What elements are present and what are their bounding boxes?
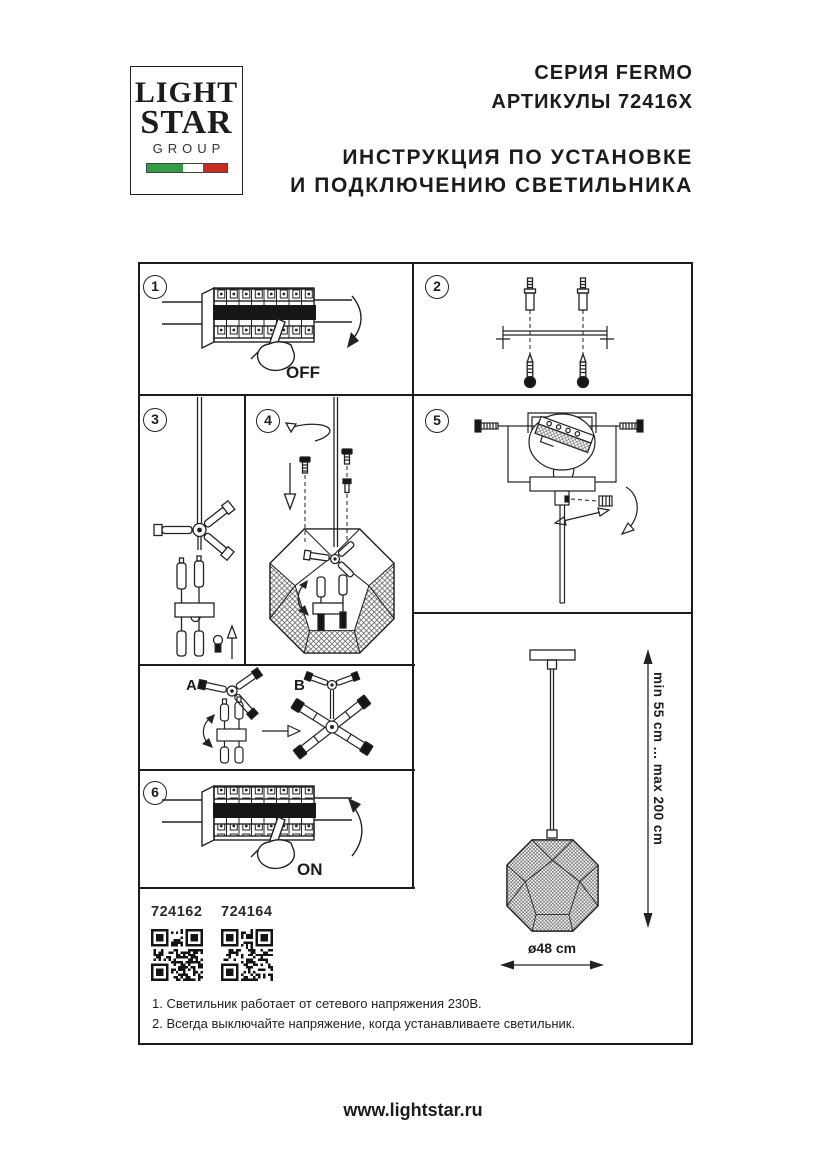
flag-green [147, 164, 183, 172]
screw-right [578, 354, 589, 388]
article-number-1: 724162 [151, 904, 203, 920]
step1-power-off-diagram [140, 264, 411, 393]
instruction-line-2: И ПОДКЛЮЧЕНИЮ СВЕТИЛЬНИКА [290, 174, 693, 197]
faceted-shade [507, 840, 598, 931]
inner-sockets [313, 575, 347, 630]
bulb-icon [214, 636, 223, 653]
diameter-label: ø48 cm [527, 940, 577, 956]
anchor-left [525, 278, 536, 310]
next-arrow-icon [262, 726, 300, 737]
logo-star-text: STAR [140, 103, 233, 141]
arrow-up-icon [348, 798, 362, 856]
anchor-right [578, 278, 589, 310]
breaker-levers-on [213, 803, 316, 818]
rotate-arrow-small-icon [298, 580, 309, 616]
step-2-badge: 2 [425, 275, 449, 299]
set-screw-icon [599, 496, 612, 506]
off-label: OFF [286, 363, 320, 382]
divider-row1 [138, 394, 693, 396]
screw-right [616, 420, 643, 432]
step6-power-on-diagram [140, 772, 411, 886]
breaker-levers-off [213, 305, 316, 320]
divider-panel3-4 [244, 395, 246, 665]
note-line-2: 2. Всегда выключайте напряжение, когда устанавливаете светильник. [152, 1016, 576, 1031]
step-6-badge: 6 [143, 781, 167, 805]
arrow-down-icon [285, 463, 296, 509]
faceted-shade [270, 529, 394, 653]
qr-code-724164 [221, 929, 273, 981]
divider-panel5-bottom [413, 612, 693, 614]
screw-left [300, 457, 310, 473]
diameter-dimension-line [500, 961, 604, 970]
logo-light-text: LIGHT [134, 76, 239, 109]
variant-ab-diagram [140, 667, 411, 768]
cord-set [175, 556, 214, 656]
flag-red [203, 164, 227, 172]
canopy [530, 477, 595, 491]
step-5-badge: 5 [425, 409, 449, 433]
step4-shade-assembly-diagram [247, 397, 411, 663]
flag-white [183, 164, 203, 172]
arrow-up-icon [228, 626, 237, 659]
divider-center-vertical [412, 262, 414, 888]
divider-ab-top [138, 664, 415, 666]
rotate-arrow-icon [286, 423, 330, 441]
series-title: СЕРИЯ FERMO [534, 62, 693, 84]
spider-a [198, 668, 263, 719]
lightstar-logo [130, 66, 243, 195]
assembled-sockets-b [291, 695, 373, 759]
italy-flag-icon [146, 163, 228, 173]
screw-left [525, 354, 536, 388]
qr-code-724162 [151, 929, 203, 981]
ceiling-plate [530, 650, 575, 660]
step-4-badge: 4 [256, 409, 280, 433]
instruction-line-1: ИНСТРУКЦИЯ ПО УСТАНОВКЕ [342, 146, 693, 169]
step-3-badge: 3 [143, 408, 167, 432]
divider-panel6-bottom [138, 887, 415, 889]
articles-title: АРТИКУЛЫ 72416X [491, 91, 693, 113]
article-number-2: 724164 [221, 904, 273, 920]
step2-mounting-hardware-diagram [416, 264, 691, 393]
website-link[interactable]: www.lightstar.ru [343, 1100, 483, 1120]
step5-canopy-mounting-diagram [416, 397, 691, 611]
slide-arrow-icon [555, 508, 609, 525]
rotate-arrow-icon [622, 487, 637, 534]
pendant-dimensions-diagram [415, 615, 691, 990]
spider-bracket [154, 501, 235, 561]
variant-b-label: B [294, 677, 305, 694]
variant-a-label: A [186, 677, 197, 694]
divider-panel6-top [138, 769, 415, 771]
on-label: ON [297, 860, 323, 879]
step-1-badge: 1 [143, 275, 167, 299]
rotate-arrow-icon [202, 714, 215, 748]
note-line-1: 1. Светильник работает от сетевого напряжения 230В. [152, 996, 482, 1011]
screw-left [475, 420, 508, 432]
height-range-label: min 55 cm ... max 200 cm [651, 672, 666, 846]
detail-balloon [529, 414, 595, 487]
screws-right [342, 449, 352, 493]
step3-rod-spider-diagram [140, 397, 243, 663]
logo-group-text: GROUP [152, 140, 226, 156]
